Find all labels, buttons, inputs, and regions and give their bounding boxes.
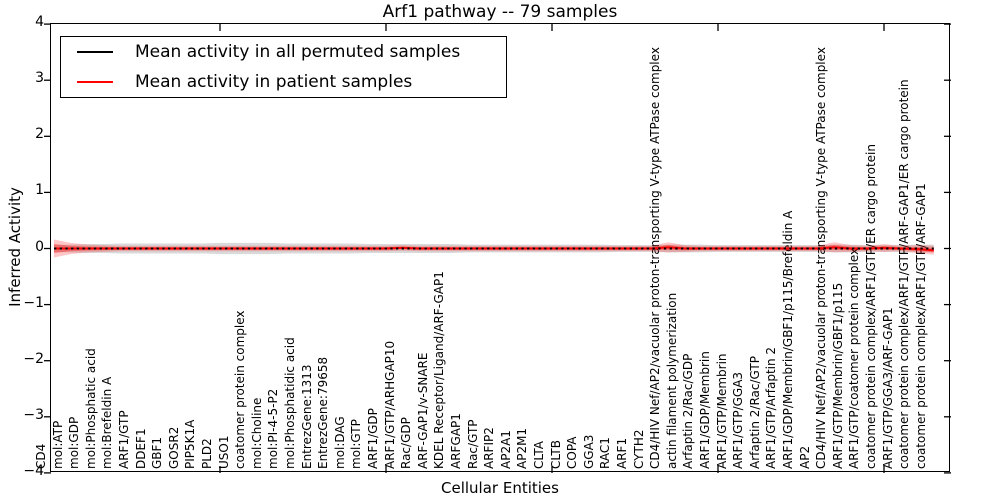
x-category-label: CYTH2 bbox=[631, 429, 646, 469]
x-category-label: ARF1/GTP/ARHGAP10 bbox=[382, 340, 397, 469]
x-category-label: coatomer protein complex bbox=[233, 310, 248, 469]
legend-label: Mean activity in all permuted samples bbox=[135, 42, 461, 63]
series-line bbox=[54, 247, 934, 250]
x-category-label: mol:Phosphatidic acid bbox=[283, 337, 297, 469]
y-tick-label: 0 bbox=[35, 238, 44, 255]
x-category-label: GGA3 bbox=[581, 434, 596, 469]
x-category-label: coatomer protein complex/ARF1/GTP/ARF-GAP1/ER cargo protein bbox=[897, 79, 912, 469]
x-category-label: GBF1 bbox=[150, 436, 165, 469]
x-category-label: mol:Phosphatic acid bbox=[83, 348, 98, 469]
legend-line-sample-black bbox=[77, 51, 113, 53]
x-category-label: ARF1/GDP/Membrin bbox=[698, 351, 712, 469]
x-category-label: coatomer protein complex/ARF1/GTP/ER cargo protein bbox=[864, 144, 878, 469]
legend-line-sample-red bbox=[77, 81, 113, 83]
x-category-label: ARF1/GDP/Membrin/GBF1/p115/Brefeldin A bbox=[781, 210, 795, 469]
x-category-label: GOSR2 bbox=[166, 426, 181, 469]
legend-item-patient bbox=[61, 68, 506, 96]
x-category-label: CLTB bbox=[548, 440, 563, 469]
x-category-label: AP2M1 bbox=[515, 427, 530, 469]
y-axis-label: Inferred Activity bbox=[6, 187, 24, 307]
x-category-label: ARFIP2 bbox=[482, 427, 497, 469]
x-category-label: ARF1/GDP bbox=[366, 408, 380, 469]
x-category-label: ARF1/GTP/coatomer protein complex bbox=[847, 247, 862, 469]
legend-item-permuted bbox=[61, 38, 506, 66]
legend bbox=[60, 36, 507, 98]
std-band bbox=[54, 240, 934, 258]
x-category-label: ARF1/GTP/Arfaptin 2 bbox=[764, 346, 779, 469]
x-category-label: USO1 bbox=[216, 435, 231, 469]
x-category-label: ARF1/GTP/Membrin bbox=[714, 353, 729, 469]
x-category-label: mol:Brefeldin A bbox=[100, 376, 115, 469]
x-category-label: mol:DAG bbox=[332, 416, 347, 469]
y-tick-label: −2 bbox=[23, 350, 44, 367]
x-category-label: ARF1/GTP bbox=[117, 410, 131, 469]
x-category-label: Rac/GTP bbox=[465, 419, 480, 469]
x-category-label: EntrezGene:1313 bbox=[299, 364, 314, 469]
x-category-label: Arfaptin 2/Rac/GTP bbox=[747, 356, 762, 469]
x-category-label: ARF1/GTP/GGA3/ARF-GAP1 bbox=[880, 307, 895, 469]
x-category-label: PIP5K1A bbox=[183, 419, 198, 469]
std-band bbox=[54, 243, 934, 254]
x-category-label: CD4/HIV Nef/AP2/vacuolar proton-transporting V-type ATPase complex bbox=[814, 47, 829, 469]
y-tick-label: −3 bbox=[23, 406, 44, 423]
x-category-label: mol:GTP bbox=[349, 419, 364, 469]
x-category-label: KDEL Receptor/Ligand/ARF-GAP1 bbox=[432, 271, 447, 469]
x-category-label: mol:GDP bbox=[67, 416, 82, 469]
x-category-label: COPA bbox=[565, 436, 580, 469]
x-category-label: actin filament polymerization bbox=[664, 292, 679, 469]
x-category-label: CD4 bbox=[34, 443, 48, 469]
chart-title: Arf1 pathway -- 79 samples bbox=[382, 2, 618, 22]
x-category-label: Rac/GDP bbox=[399, 417, 414, 469]
x-axis-label: Cellular Entities bbox=[441, 479, 559, 497]
x-category-label: EntrezGene:79658 bbox=[316, 356, 331, 469]
x-category-label: Arfaptin 2/Rac/GDP bbox=[681, 353, 696, 469]
x-category-label: PLD2 bbox=[200, 438, 214, 469]
legend-label: Mean activity in patient samples bbox=[135, 71, 413, 92]
x-category-label: coatomer protein complex/ARF1/GTP/ARF-GAP1 bbox=[913, 183, 928, 469]
y-tick-label: −4 bbox=[23, 462, 44, 479]
y-tick-label: 3 bbox=[35, 70, 44, 87]
x-category-label: ARF1/GTP/Membrin/GBF1/p115 bbox=[830, 282, 845, 469]
x-category-label: ARF1 bbox=[615, 437, 629, 469]
x-category-label: CD4/HIV Nef/AP2/vacuolar proton-transporting V-type ATPase complex bbox=[648, 47, 663, 469]
x-category-label: AP2A1 bbox=[498, 430, 513, 469]
x-category-label: ARF1/GTP/GGA3 bbox=[731, 371, 746, 469]
y-tick-label: 1 bbox=[35, 182, 44, 199]
y-tick-label: 2 bbox=[35, 126, 44, 143]
x-category-label: mol:ATP bbox=[50, 420, 65, 469]
y-tick-label: −1 bbox=[23, 294, 44, 311]
x-category-label: DDEF1 bbox=[133, 428, 148, 469]
x-category-label: ARFGAP1 bbox=[449, 413, 463, 469]
x-category-label: mol:Choline bbox=[249, 397, 264, 469]
std-band bbox=[54, 244, 934, 253]
x-category-label: CLTA bbox=[532, 440, 546, 469]
x-category-label: RAC1 bbox=[598, 437, 613, 469]
x-category-label: mol:PI-4-5-P2 bbox=[266, 388, 281, 469]
x-category-label: ARF-GAP1/v-SNARE bbox=[415, 352, 430, 469]
y-tick-label: 4 bbox=[35, 14, 44, 31]
x-category-label: AP2 bbox=[797, 445, 812, 469]
